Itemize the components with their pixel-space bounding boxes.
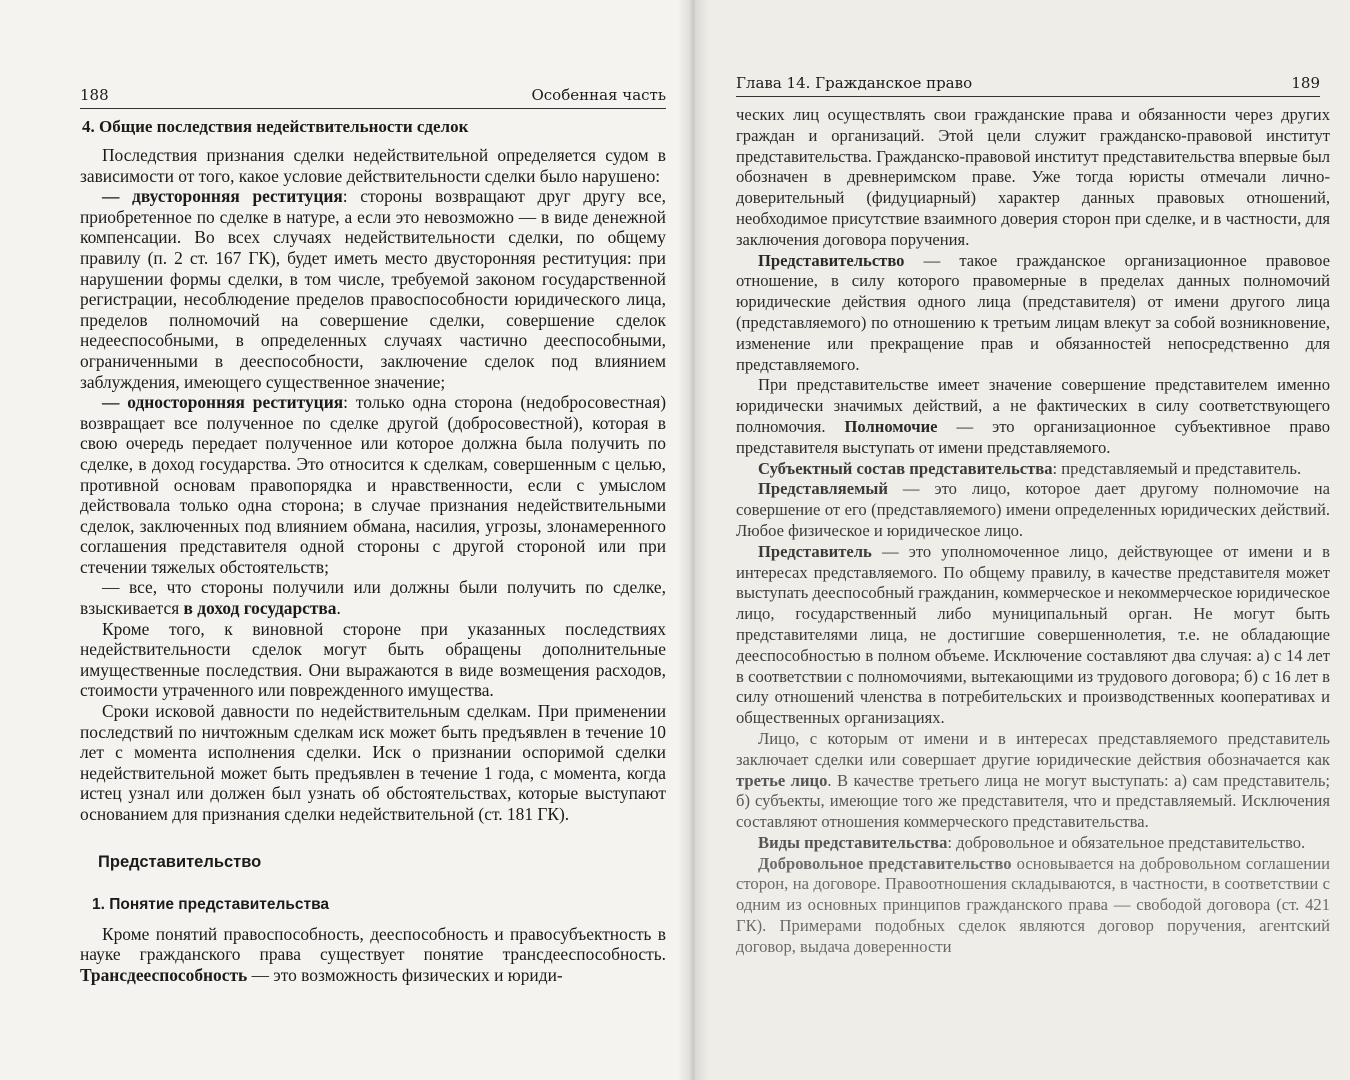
paragraph-text: — все, что стороны получили или должны были получить по сделке, взыскивается xyxy=(80,577,666,619)
paragraph xyxy=(736,459,1330,480)
paragraph: ческих лиц осуществлять свои гражданские права и обязанности через других граждан и организаций. Этой цели служит гражданско-правовой институт представительства. Гражданско-правовой институт представительства впервые был обозначен в древнеримском праве. Уже тогда юристы отмечали лично-доверительный (фидуциарный) характер данных правовых отношений, необходимое присутствие взаимного доверия сторон при сделке, и в частности, для заключения договора поручения. xyxy=(736,105,1330,249)
paragraph-text: — это возможность физических и юриди- xyxy=(247,964,563,985)
section-heading: 4. Общие последствия недействительности сделок xyxy=(82,117,469,136)
page-number: 189 xyxy=(1291,74,1320,92)
paragraph xyxy=(736,251,1330,376)
paragraph: Последствия признания сделки недействительной определяется судом в зависимости от того, какое условие действительности сделки было нарушено: xyxy=(80,145,666,186)
book-gutter-shadow xyxy=(678,0,708,1080)
paragraph-text: — это лицо, которое дает другому полномочие на совершение от его (представляемого) имени определенных юридических действий. Любое физическое и юридическое лицо. xyxy=(736,479,1330,540)
term: Представляемый xyxy=(758,479,888,499)
paragraph-text: : представляемый и представитель. xyxy=(1052,458,1302,478)
paragraph xyxy=(736,833,1330,854)
paragraph-text: . В качестве третьего лица не могут выступать: а) сам представитель; б) субъекты, имеющие того же представителя, что и представляемый. Исключения составляют отношения коммерческого представительства. xyxy=(736,770,1331,832)
page-number: 188 xyxy=(80,86,109,104)
paragraph: Кроме того, к виновной стороне при указанных последствиях недействительности сделок могут быть обращены дополнительные имущественные последствия. Они выражаются в виде возмещения расходов, стоимости утраченного или поврежденного имущества. xyxy=(80,618,666,701)
term: Виды представительства xyxy=(758,832,948,852)
term: Представительство xyxy=(758,250,905,270)
term: Добровольное представительство xyxy=(758,853,1012,873)
term: Полномочие xyxy=(844,416,938,436)
paragraph xyxy=(736,375,1330,458)
left-page-header xyxy=(80,86,666,109)
paragraph: Сроки исковой давности по недействительным сделкам. При применении последствий по ничтожным сделкам иск может быть предъявлен в течение 10 лет с момента исполнения сделки. Иск о признании оспоримой сделки недействительной может быть предъявлен в течение 1 года, с момента, когда истец узнал или должен был узнать об обстоятельствах, которые выступают основанием для признания сделки недействительной (ст. 181 ГК). xyxy=(80,701,666,824)
chapter-section-title: Представительство xyxy=(98,852,262,871)
term: третье лицо xyxy=(736,770,828,790)
paragraph xyxy=(80,392,666,577)
paragraph-text: : добровольное и обязательное представительство. xyxy=(947,832,1306,852)
paragraph xyxy=(736,542,1330,729)
paragraph-text: Лицо, с которым от имени и в интересах представляемого представитель заключает сделки или совершает другие юридические действия обозначается как xyxy=(736,728,1330,769)
paragraph-text: : стороны возвращают друг другу все, приобретенное по сделке в натуре, а если это невозможно — в виде денежной компенсации. Во всех случаях недействительности сделки, по общему правилу (п. 2 ст. 167 ГК), будет иметь место двусторонняя реституция: при нарушении формы сделки, в том числе, требуемой законом государственной регистрации, несоблюдение пределов правоспособности юридического лица, пределов полномочий на совершение сделки, совершение сделок недееспособными, в определенных случаях частично дееспособными, ограниченными в дееспособности, заключение сделок под влиянием заблуждения, имеющего существенное значение; xyxy=(80,186,666,392)
subsection-title: 1. Понятие представительства xyxy=(92,895,330,913)
right-page-header xyxy=(736,74,1320,97)
paragraph-text: : только одна сторона (недобросовестная) возвращает все полученное по сделке другой (добросовестной), которая в свою очередь передает полученное или которое должна была получить по сделке, в доход государства. Это относится к сделкам, совершенным с целью, противной основам правопорядка и нравственности, если с умыслом действовала только одна сторона; в случае признания недействительными сделок, заключенных под влиянием обмана, насилия, угрозы, злонамеренного соглашения представителя одной стороны с другой стороной или при стечении тяжелых обстоятельств; xyxy=(80,392,666,577)
term: — двусторонняя реституция xyxy=(102,186,343,207)
paragraph xyxy=(736,479,1330,541)
running-title: Особенная часть xyxy=(531,86,666,104)
term: Представитель xyxy=(758,541,872,561)
term: в доход государства xyxy=(183,598,337,619)
paragraph xyxy=(736,854,1330,958)
paragraph xyxy=(80,577,666,618)
term: — односторонняя реституция xyxy=(102,392,344,413)
paragraph xyxy=(80,924,666,986)
right-page xyxy=(690,0,1350,1080)
paragraph xyxy=(80,186,666,392)
paragraph-text: При представительстве имеет значение совершение представителем именно юридически значимых действий, а не фактических в силу соответствующего полномочия. xyxy=(736,375,1330,436)
term: Субъектный состав представительства xyxy=(758,458,1053,478)
paragraph-text: . xyxy=(336,598,341,619)
paragraph-text: основывается на добровольном соглашении сторон, на договоре. Правоотношения складываются, в частности, в соответствии с одним из основных принципов гражданского права — свободой договора (ст. 421 ГК). Примерами подобных сделок являются договор поручения, агентский договор, выдача доверенности xyxy=(736,853,1330,956)
paragraph-text: Кроме понятий правоспособность, дееспособность и правосубъектность в науке гражданского права существует понятие трансдееспособность. xyxy=(80,923,666,965)
running-title: Глава 14. Гражданское право xyxy=(736,74,973,92)
paragraph-text: — такое гражданское организационное правовое отношение, в силу которого правомерные в пределах данных полномочий юридические действия одного лица (представителя) от имени другого лица (представляемого) по отношению к третьим лицам влекут за собой возникновение, изменение или прекращение прав и обязанностей непосредственно для представляемого. xyxy=(736,250,1330,374)
term: Трансдееспособность xyxy=(80,964,248,985)
paragraph-text: — это уполномоченное лицо, действующее от имени и в интересах представляемого. По общему правилу, в качестве представителя может выступать дееспособный гражданин, коммерческое и некоммерческое юридическое лицо, государственный либо муниципальный орган. Не могут быть представителями лица, не достигшие совершеннолетия, т.е. не обладающие дееспособностью в полном объеме. Исключение составляют два случая: а) с 14 лет в соответствии с полномочиями, вытекающими из трудового договора; б) с 16 лет в силу отношений членства в потребительских и производственных кооперативах и общественных организациях. xyxy=(736,541,1330,728)
paragraph-text: — это организационное субъективное право представителя выступать от имени представляемого. xyxy=(736,416,1330,457)
paragraph xyxy=(736,729,1330,833)
